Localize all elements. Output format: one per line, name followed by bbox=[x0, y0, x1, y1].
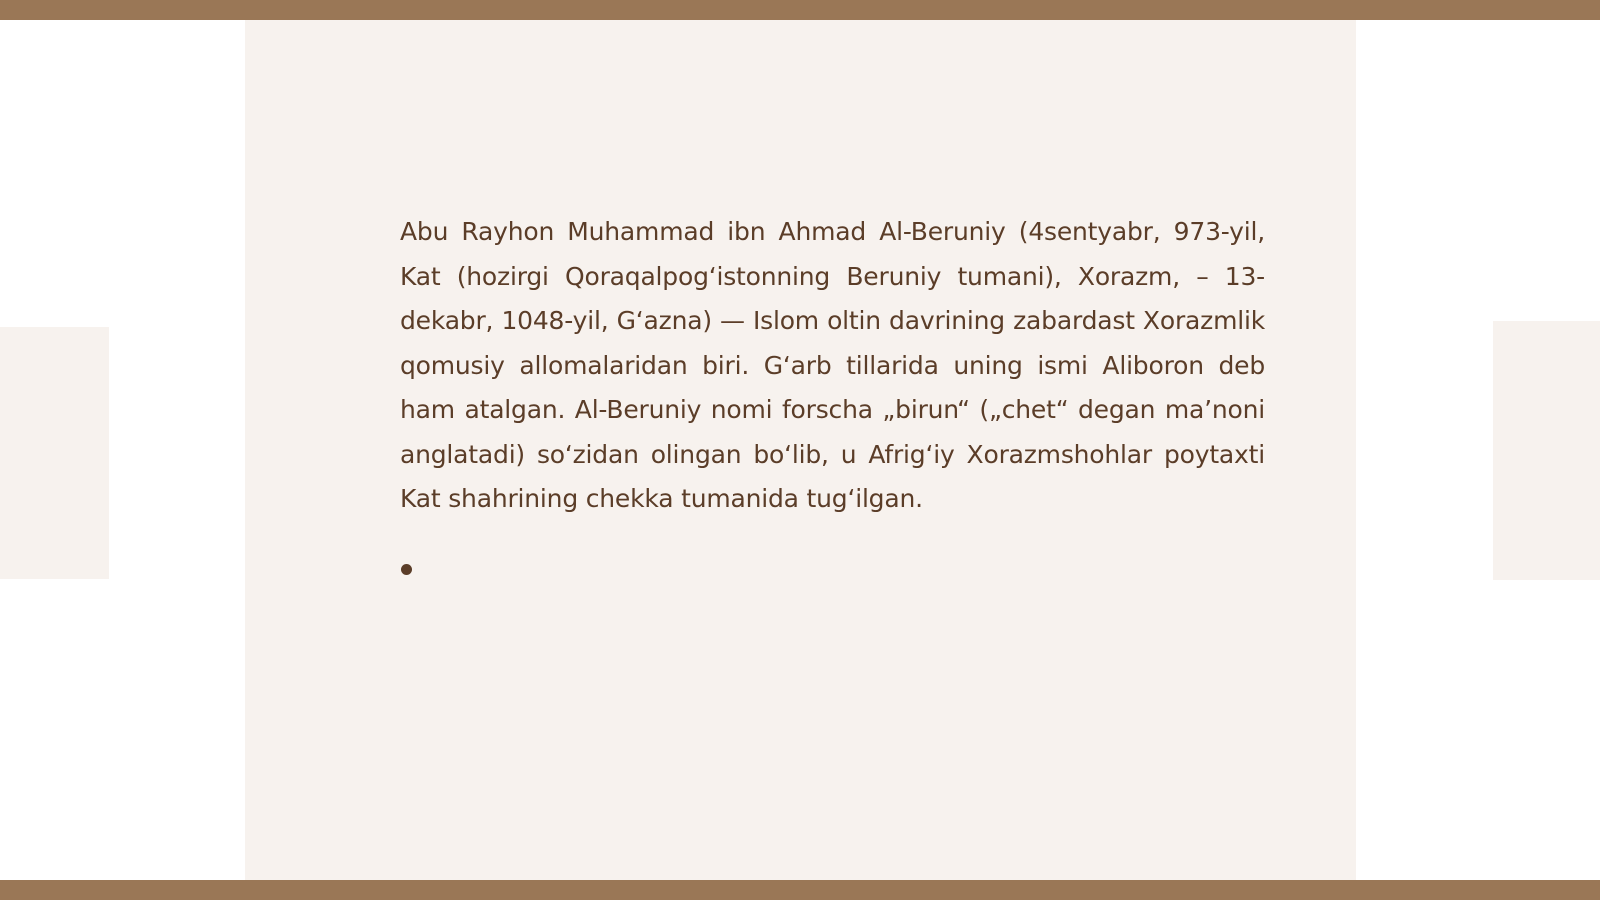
bottom-accent-bar bbox=[0, 880, 1600, 900]
slide-canvas bbox=[245, 20, 1356, 880]
top-accent-bar bbox=[0, 0, 1600, 20]
right-side-panel bbox=[1493, 321, 1600, 580]
left-side-panel bbox=[0, 327, 109, 579]
slide-paragraph: Abu Rayhon Muhammad ibn Ahmad Al-Beruniy (4sentyabr, 973-yil, Kat (hozirgi Qoraqalpogʻistonning Beruniy tumani), Xorazm, – 13-dekabr, 1048-yil, Gʻazna) — Islom oltin davrining zabardast Xorazmlik qomusiy allomalaridan biri. Gʻarb tillarida uning ismi Aliboron deb ham atalgan. Al-Beruniy nomi forscha „birun“ („chet“ degan ma’noni anglatadi) soʻzidan olingan boʻlib, u Afrigʻiy Xorazmshohlar poytaxti Kat shahrining chekka tumanida tugʻilgan. bbox=[400, 217, 1265, 513]
empty-bullet-point bbox=[401, 564, 412, 575]
